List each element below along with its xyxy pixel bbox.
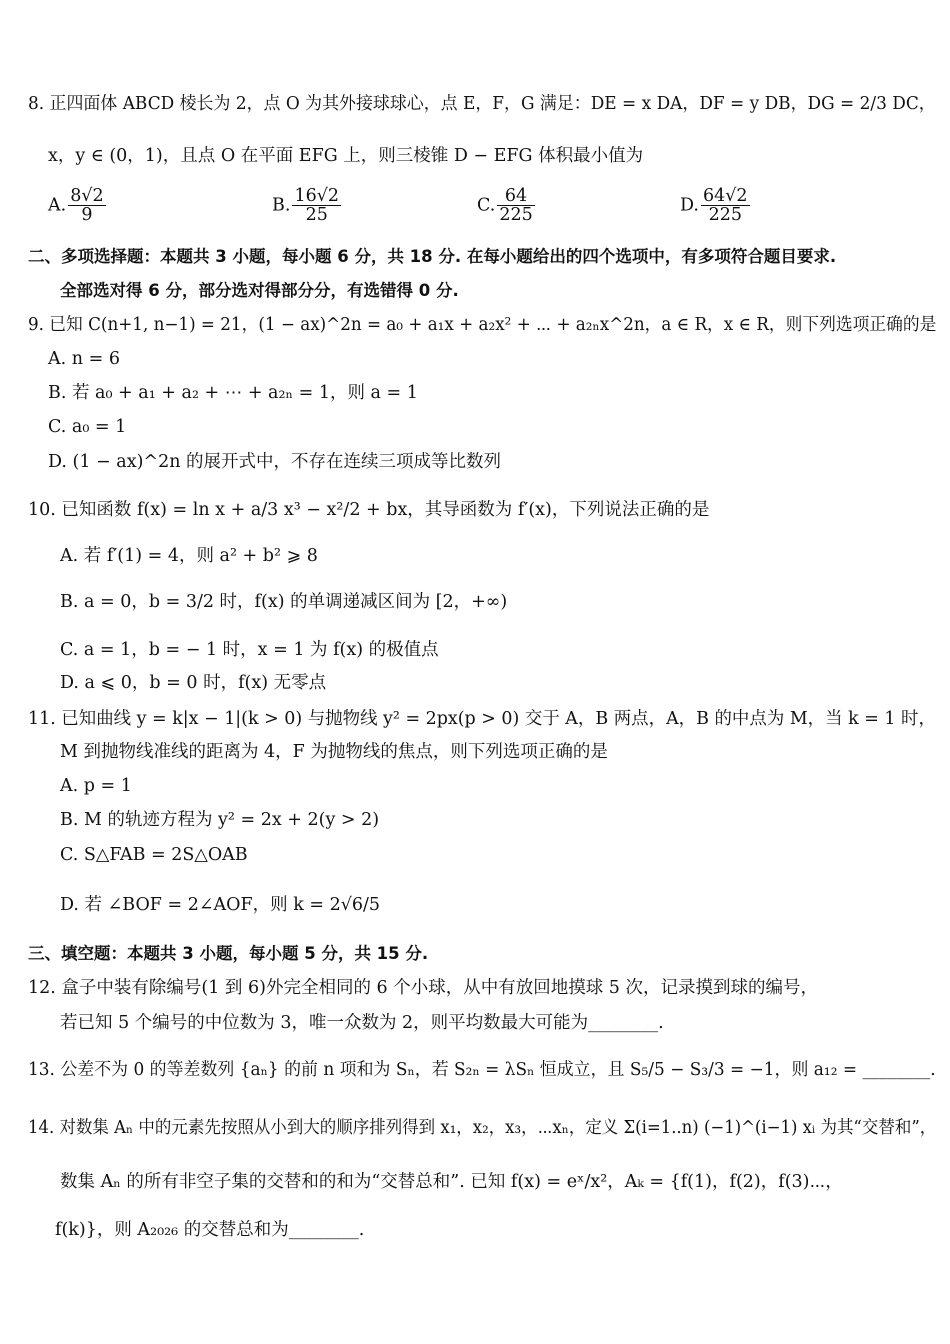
option-label: D. bbox=[680, 195, 699, 216]
q9-option-d[interactable]: D. (1 − ax)^2n 的展开式中，不存在连续三项成等比数列 bbox=[48, 452, 502, 472]
q13: 13. 公差不为 0 的等差数列 {aₙ} 的前 n 项和为 Sₙ，若 S₂ₙ = λSₙ 恒成立，且 S₅/5 − S₃/3 = −1，则 a₁₂ = ________. bbox=[28, 1060, 936, 1080]
option-fraction: $\frac{64√2}{225}$ bbox=[702, 186, 748, 226]
option-fraction: $\frac{64}{225}$ bbox=[499, 186, 533, 226]
q8-line2: x，y ∈ (0，1)，且点 O 在平面 EFG 上，则三棱锥 D − EFG 体积最小值为 bbox=[48, 146, 644, 166]
q11-option-c[interactable]: C. S△FAB = 2S△OAB bbox=[60, 845, 248, 865]
q9-stem: 9. 已知 C(n+1, n−1) = 21，(1 − ax)^2n = a₀ + a₁x + a₂x² + ⋯ + a₂ₙx^2n，a ∈ R，x ∈ R，则下列选项正确的是 bbox=[28, 315, 937, 335]
q11-line2: M 到抛物线准线的距离为 4，F 为抛物线的焦点，则下列选项正确的是 bbox=[60, 742, 608, 762]
q10-option-a[interactable]: A. 若 f′(1) = 4，则 a² + b² ⩾ 8 bbox=[60, 546, 318, 566]
q9-option-a[interactable]: A. n = 6 bbox=[48, 349, 120, 369]
q8-line1: 8. 正四面体 ABCD 棱长为 2，点 O 为其外接球球心，点 E，F，G 满足：DE = x DA，DF = y DB，DG = 2/3 DC， bbox=[28, 94, 936, 114]
q14-line1: 14. 对数集 Aₙ 中的元素先按照从小到大的顺序排列得到 x₁，x₂，x₃，⋯xₙ，定义 Σ(i=1..n) (−1)^(i−1) xᵢ 为其“交替和”， bbox=[28, 1118, 937, 1138]
q10-option-d[interactable]: D. a ⩽ 0，b = 0 时，f(x) 无零点 bbox=[60, 673, 327, 693]
q10-stem: 10. 已知函数 f(x) = ln x + a/3 x³ − x²/2 + bx，其导函数为 f′(x)，下列说法正确的是 bbox=[28, 500, 710, 520]
option-label: C. bbox=[477, 195, 496, 216]
option-label: A. bbox=[48, 195, 67, 216]
q8-option-a[interactable] bbox=[48, 187, 108, 225]
q14-line3: f(k)}，则 A₂₀₂₆ 的交替总和为________. bbox=[55, 1220, 365, 1240]
section2-note: 全部选对得 6 分，部分选对得部分分，有选错得 0 分. bbox=[60, 281, 459, 300]
q9-option-b[interactable]: B. 若 a₀ + a₁ + a₂ + ⋯ + a₂ₙ = 1，则 a = 1 bbox=[48, 383, 418, 403]
q8-option-d[interactable] bbox=[680, 187, 752, 225]
q11-option-d[interactable]: D. 若 ∠BOF = 2∠AOF，则 k = 2√6/5 bbox=[60, 895, 381, 915]
q12-line2: 若已知 5 个编号的中位数为 3，唯一众数为 2，则平均数最大可能为________. bbox=[60, 1013, 664, 1033]
q12-line1: 12. 盒子中装有除编号(1 到 6)外完全相同的 6 个小球，从中有放回地摸球 5 次，记录摸到球的编号， bbox=[28, 978, 818, 998]
q11-option-b[interactable]: B. M 的轨迹方程为 y² = 2x + 2(y > 2) bbox=[60, 810, 380, 830]
option-fraction: $\frac{16√2}{25}$ bbox=[294, 186, 339, 226]
section3-heading: 三、填空题：本题共 3 小题，每小题 5 分，共 15 分. bbox=[28, 944, 429, 963]
section2-heading: 二、多项选择题：本题共 3 小题，每小题 6 分，共 18 分. 在每小题给出的四个选项中，有多项符合题目要求. bbox=[28, 247, 837, 266]
option-label: B. bbox=[272, 195, 291, 216]
q8-option-c[interactable] bbox=[477, 187, 537, 225]
q10-option-c[interactable]: C. a = 1，b = − 1 时，x = 1 为 f(x) 的极值点 bbox=[60, 640, 439, 660]
q10-option-b[interactable]: B. a = 0，b = 3/2 时，f(x) 的单调递减区间为 [2，+∞) bbox=[60, 592, 508, 612]
q8-option-b[interactable] bbox=[272, 187, 343, 225]
q9-option-c[interactable]: C. a₀ = 1 bbox=[48, 417, 127, 437]
option-fraction: $\frac{8√2}{9}$ bbox=[70, 186, 104, 226]
q14-line2: 数集 Aₙ 的所有非空子集的交替和的和为“交替总和”. 已知 f(x) = eˣ/x²，Aₖ = {f(1)，f(2)，f(3)⋯， bbox=[60, 1172, 843, 1192]
q11-option-a[interactable]: A. p = 1 bbox=[60, 776, 132, 796]
q11-line1: 11. 已知曲线 y = k|x − 1|(k > 0) 与抛物线 y² = 2px(p > 0) 交于 A，B 两点，A，B 的中点为 M，当 k = 1 时， bbox=[28, 709, 936, 729]
